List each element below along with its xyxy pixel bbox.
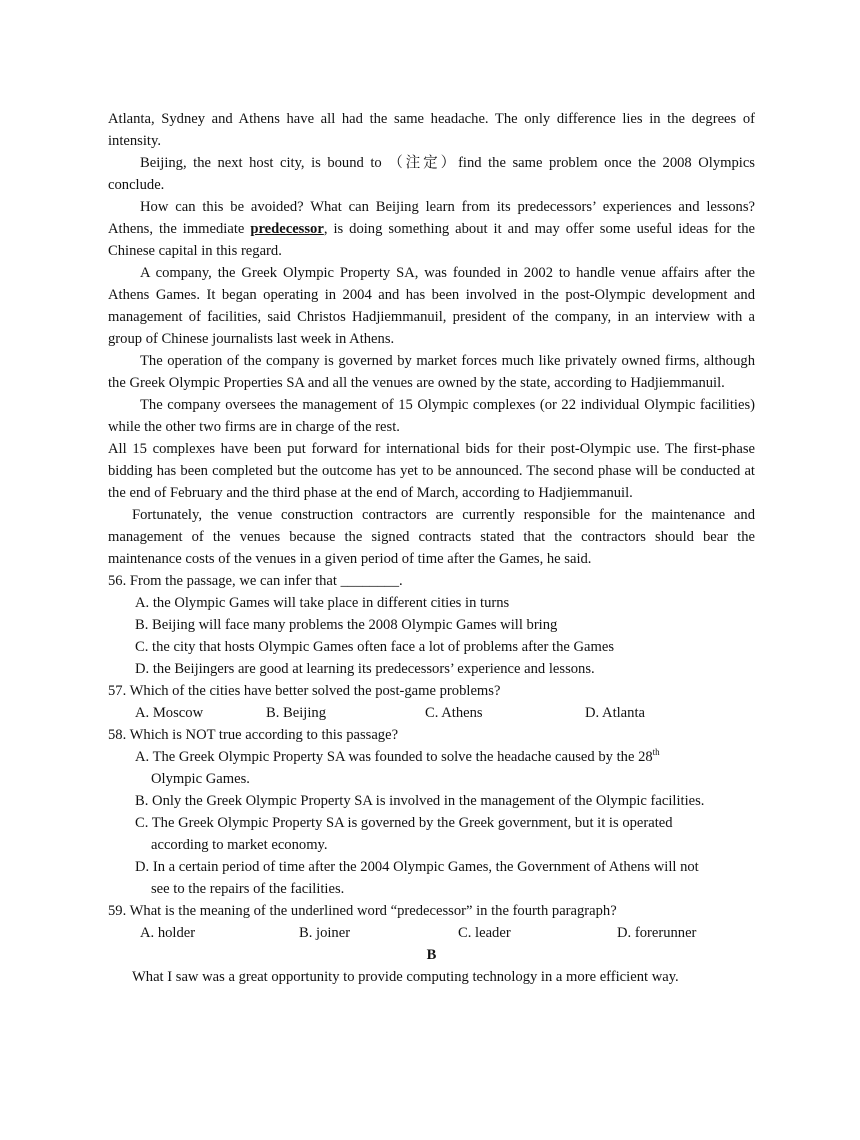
paragraph-2: Beijing, the next host city, is bound to （注定）find the same problem once the 2008 Olympics conclude.	[108, 155, 755, 193]
question-57-option-a: A. Moscow	[135, 705, 204, 721]
question-57-options	[135, 702, 755, 724]
question-58-option-a	[135, 746, 755, 768]
question-56-option-c: C. the city that hosts Olympic Games often face a lot of problems after the Games	[135, 639, 615, 655]
question-56-option-d: D. the Beijingers are good at learning its predecessors’ experience and lessons.	[135, 661, 595, 677]
question-58-option-c-text-2: according to market economy.	[151, 837, 328, 853]
paragraph-7: All 15 complexes have been put forward for international bids for their post-Olympic use. The first-phase bidding has been completed but the outcome has yet to be announced. The second phase will be conducted at the end of February and the third phase at the end of March, according to Hadjiemmanuil.	[108, 441, 755, 501]
question-58-option-d: D. In a certain period of time after the 2004 Olympic Games, the Government of Athens will not	[135, 859, 699, 875]
question-58-option-a-continued	[135, 768, 755, 790]
question-58-option-d-text-2: see to the repairs of the facilities.	[151, 881, 345, 897]
question-56-option-a: A. the Olympic Games will take place in different cities in turns	[135, 595, 510, 611]
question-57-stem: 57. Which of the cities have better solved the post-game problems?	[108, 683, 501, 699]
question-57-option-c: C. Athens	[425, 705, 483, 721]
question-59-option-d: D. forerunner	[617, 925, 697, 941]
section-b-first-line: What I saw was a great opportunity to provide computing technology in a more efficient way.	[132, 969, 679, 985]
paragraph-3	[108, 196, 755, 262]
question-59-stem: 59. What is the meaning of the underlined word “predecessor” in the fourth paragraph?	[108, 903, 617, 919]
ordinal-suffix: th	[652, 747, 660, 758]
question-58-option-d-continued	[135, 878, 755, 900]
question-57-option-b: B. Beijing	[266, 705, 326, 721]
question-56-stem: 56. From the passage, we can infer that ________.	[108, 573, 403, 589]
paragraph-3-text-b: , is doing something about it and may offer some useful ideas for the Chinese capital in this regard.	[108, 221, 755, 259]
document-body	[108, 108, 755, 988]
question-56-option-b: B. Beijing will face many problems the 2008 Olympic Games will bring	[135, 617, 558, 633]
question-59-option-c: C. leader	[458, 925, 511, 941]
question-58-option-c: C. The Greek Olympic Property SA is governed by the Greek government, but it is operated	[135, 815, 673, 831]
paragraph-6: The company oversees the management of 15 Olympic complexes (or 22 individual Olympic facilities) while the other two firms are in charge of the rest.	[108, 397, 755, 435]
paragraph-8: Fortunately, the venue construction contractors are currently responsible for the maintenance and management of the venues because the signed contracts stated that the contractors should bear the maintenance costs of the venues in a given period of time after the Games, he said.	[108, 507, 755, 567]
paragraph-3-text-a: How can this be avoided? What can Beijing learn from its predecessors’ experiences and lessons? Athens, the immediate	[108, 199, 755, 237]
question-57-option-d: D. Atlanta	[585, 705, 645, 721]
question-58-option-c-continued	[135, 834, 755, 856]
paragraph-5: The operation of the company is governed by market forces much like privately owned firms, although the Greek Olympic Properties SA and all the venues are owned by the state, according to Hadjiemmanuil.	[108, 353, 755, 391]
question-58-option-a-text: A. The Greek Olympic Property SA was founded to solve the headache caused by the 28	[135, 749, 653, 765]
question-58-option-b: B. Only the Greek Olympic Property SA is involved in the management of the Olympic facilities.	[135, 793, 705, 809]
underlined-word-predecessor: predecessor	[250, 221, 324, 237]
question-59-option-a: A. holder	[140, 925, 196, 941]
question-58-option-a-text-2: Olympic Games.	[151, 771, 250, 787]
section-b-heading: B	[426, 947, 437, 963]
question-58-stem: 58. Which is NOT true according to this passage?	[108, 727, 399, 743]
paragraph-4: A company, the Greek Olympic Property SA, was founded in 2002 to handle venue affairs after the Athens Games. It began operating in 2004 and has been involved in the post-Olympic development and management of facilities, said Christos Hadjiemmanuil, president of the company, in an interview with a group of Chinese journalists last week in Athens.	[108, 265, 755, 347]
paragraph-1: Atlanta, Sydney and Athens have all had the same headache. The only difference lies in the degrees of intensity.	[108, 111, 755, 149]
question-59-option-b: B. joiner	[299, 925, 351, 941]
question-59-options	[140, 922, 755, 944]
